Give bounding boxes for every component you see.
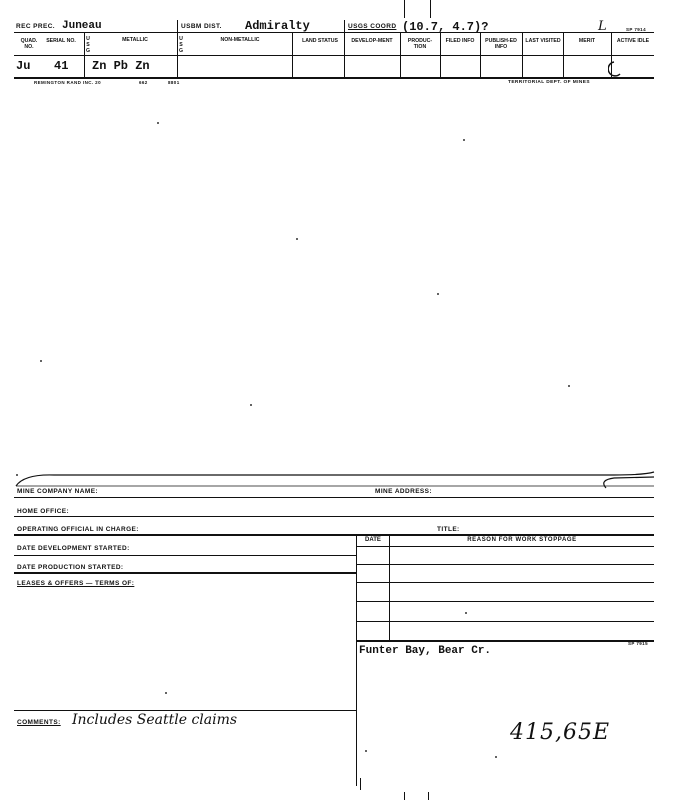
mine-company-name-label: MINE COMPANY NAME: [17, 488, 98, 495]
comments-label: COMMENTS: [17, 719, 61, 726]
scan-speck [165, 692, 167, 694]
scan-speck [157, 122, 159, 124]
col-land-status: LAND STATUS [302, 38, 338, 44]
title-label: TITLE: [437, 526, 460, 533]
footer-code-2: 8801 [168, 80, 180, 85]
scan-speck [250, 404, 252, 406]
col-metallic: METALLIC [122, 37, 148, 43]
scan-speck [463, 139, 465, 141]
row-metallic: Zn Pb Zn [92, 59, 150, 73]
mine-address-label: MINE ADDRESS: [375, 488, 432, 495]
scan-speck [568, 385, 570, 387]
col-quad-no: QUAD. NO. [20, 38, 38, 50]
date-production-label: DATE PRODUCTION STARTED: [17, 564, 124, 571]
scan-speck [40, 360, 42, 362]
corner-mark: L [598, 19, 607, 34]
col-usg-2: U S G [178, 36, 184, 54]
rec-prec-value: Juneau [62, 20, 102, 32]
leases-label: LEASES & OFFERS — TERMS OF: [17, 580, 135, 587]
col-active-idle: ACTIVE IDLE [616, 38, 650, 44]
location-text: Funter Bay, Bear Cr. [359, 645, 492, 657]
reason-column-header: REASON FOR WORK STOPPAGE [467, 537, 577, 543]
scan-speck [495, 756, 497, 758]
usgs-coord-label: USGS COORD [348, 23, 397, 30]
usgs-coord-value: (10.7, 4.7)? [402, 20, 489, 34]
col-production: PRODUC-TION [407, 38, 433, 50]
bottom-form-number: SP 7915 [628, 641, 648, 646]
usbm-dist-label: USBM DIST. [181, 23, 222, 30]
top-form-number: SP 7914 [626, 27, 646, 32]
scan-speck [365, 750, 367, 752]
active-idle-circle [608, 58, 638, 78]
card-top-edge [14, 466, 659, 494]
col-serial-no: SERIAL NO. [46, 38, 76, 44]
usbm-dist-value: Admiralty [245, 19, 310, 33]
col-non-metallic: NON-METALLIC [220, 37, 260, 43]
operating-official-label: OPERATING OFFICIAL IN CHARGE: [17, 526, 139, 533]
col-usg-1: U S G [85, 36, 91, 54]
row-serial: 41 [54, 59, 69, 73]
home-office-label: HOME OFFICE: [17, 508, 70, 515]
row-quad: Ju [16, 59, 31, 73]
footer-printer: REMINGTON RAND INC. 20 [34, 80, 101, 85]
col-merit: MERIT [578, 38, 596, 44]
rec-prec-label: REC PREC. [16, 23, 55, 30]
col-filed-info: FILED INFO [445, 38, 475, 44]
date-column-header: DATE [365, 537, 381, 543]
comments-value: Includes Seattle claims [72, 712, 238, 728]
col-last-visited: LAST VISITED [525, 38, 561, 44]
scan-speck [296, 238, 298, 240]
scan-speck [437, 293, 439, 295]
footer-code-1: 662 [139, 80, 148, 85]
scan-speck [465, 612, 467, 614]
col-published-info: PUBLISH-ED INFO [485, 38, 517, 50]
handwritten-number: 415,65E [510, 720, 611, 745]
footer-dept: TERRITORIAL DEPT. OF MINES [508, 80, 590, 85]
date-development-label: DATE DEVELOPMENT STARTED: [17, 545, 130, 552]
col-development: DEVELOP-MENT [351, 38, 393, 44]
